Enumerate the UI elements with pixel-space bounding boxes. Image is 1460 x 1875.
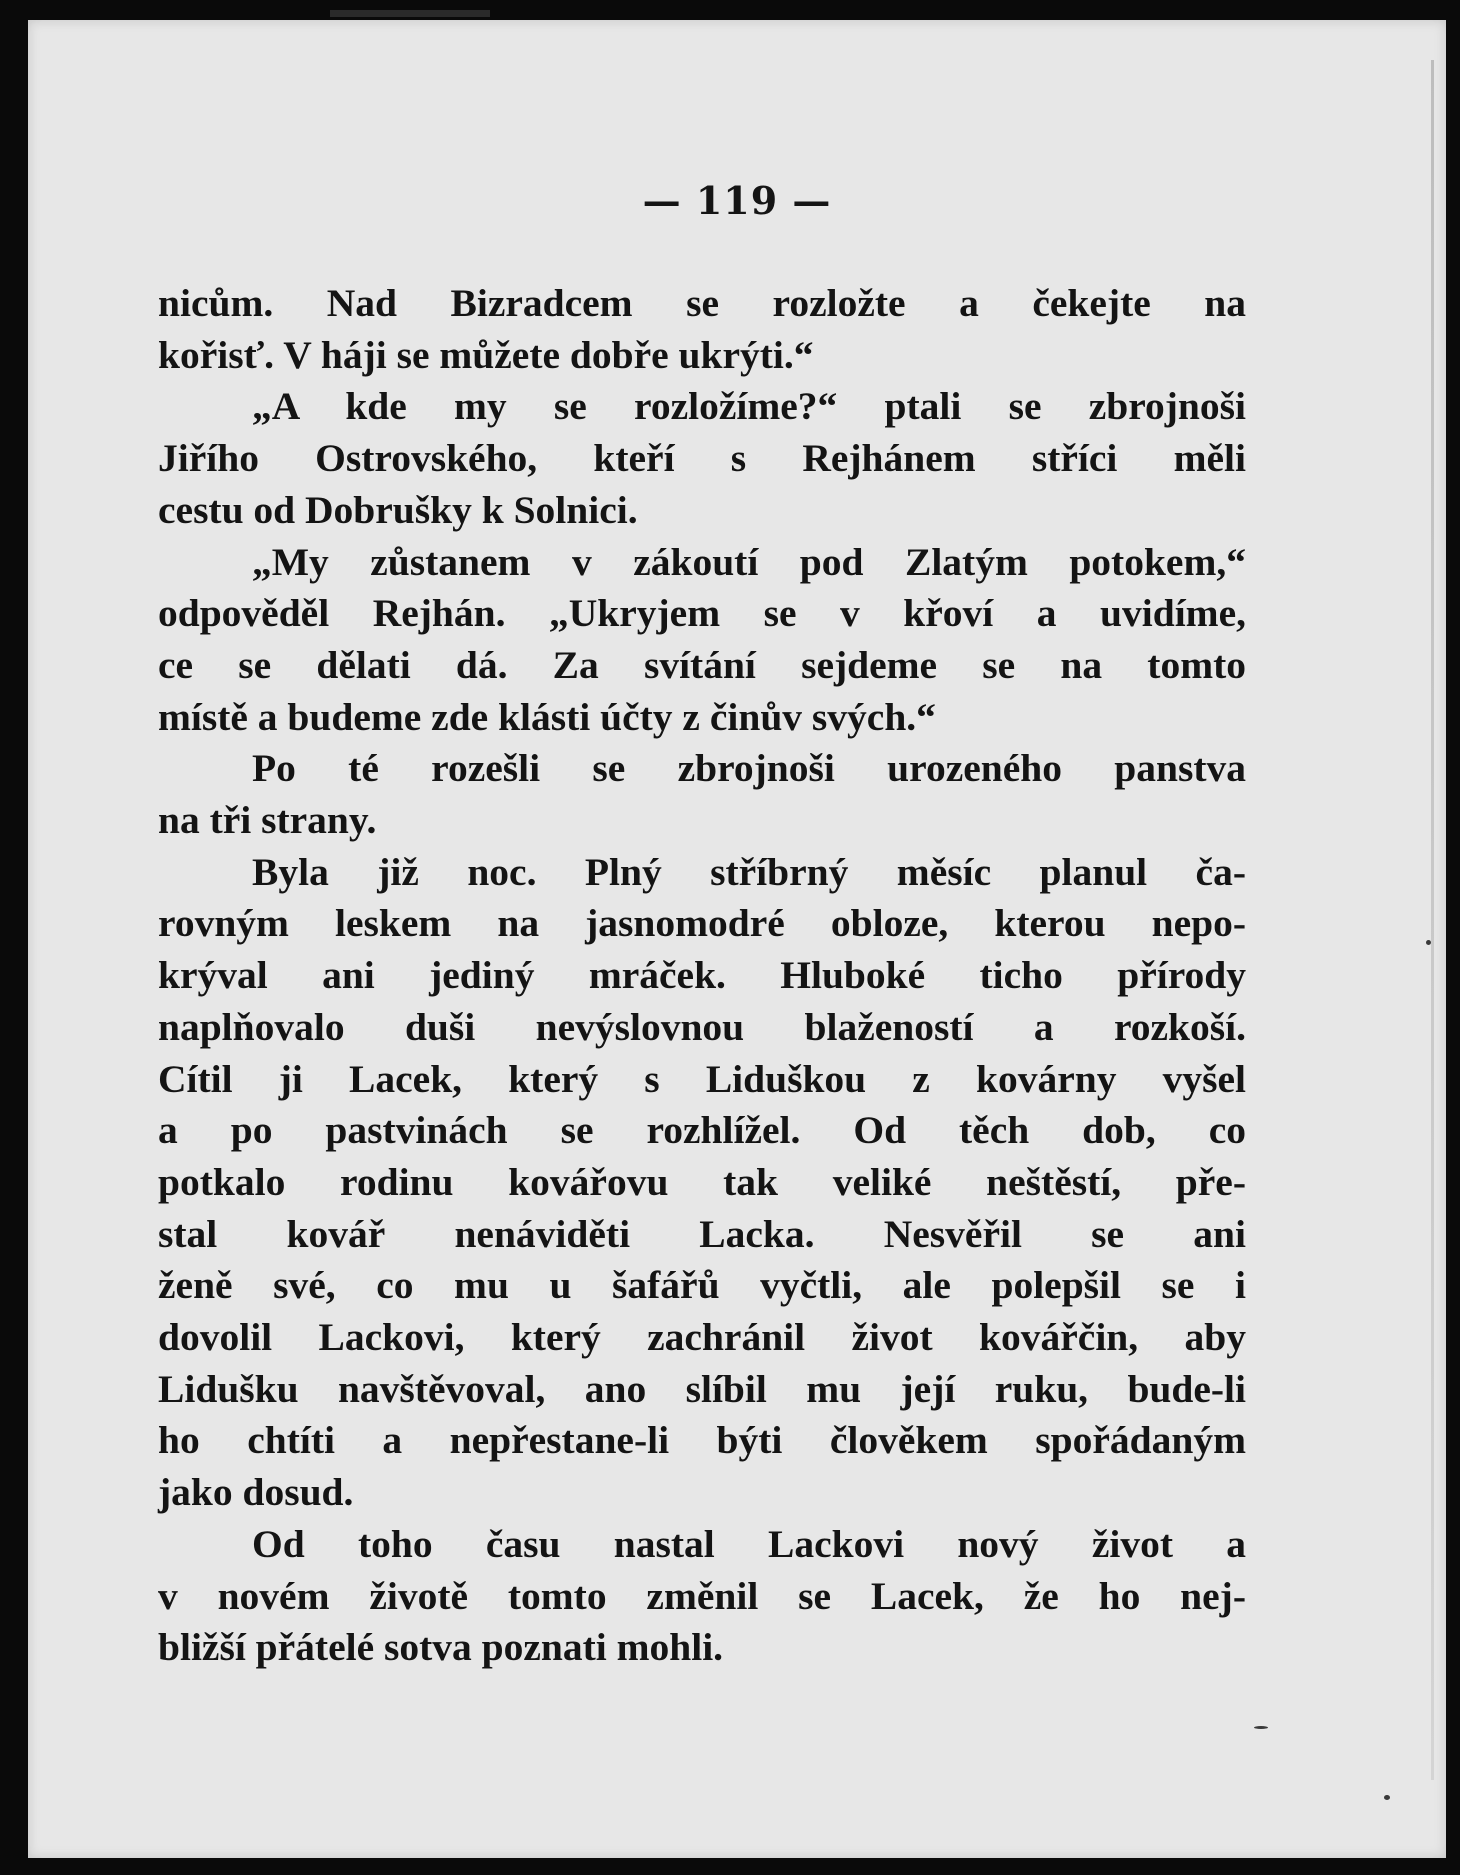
text-line: nicům. Nad Bizradcem se rozložte a čekejte na	[158, 281, 1246, 325]
scan-artifact-mark	[330, 10, 490, 17]
text-line: ho chtíti a nepřestane-li býti člověkem spořádaným	[158, 1418, 1246, 1463]
text-line: Po té rozešli se zbrojnoši urozeného panstva	[252, 746, 1246, 791]
scan-speck	[1254, 1726, 1268, 1729]
book-page	[28, 20, 1446, 1858]
text-line: „A kde my se rozložíme?“ ptali se zbrojnoši	[252, 384, 1246, 429]
text-line: a po pastvinách se rozhlížel. Od těch dob, co	[158, 1108, 1246, 1153]
text-line: krýval ani jediný mráček. Hluboké ticho přírody	[158, 953, 1246, 998]
text-line: jako dosud.	[158, 1470, 354, 1515]
text-line: rovným leskem na jasnomodré obloze, kterou nepo-	[158, 901, 1246, 946]
text-line: Byla již noc. Plný stříbrný měsíc planul ča-	[252, 849, 1246, 894]
text-line: potkalo rodinu kovářovu tak veliké neštěstí, pře-	[158, 1159, 1246, 1204]
text-line: odpověděl Rejhán. „Ukryjem se v křoví a uvidíme,	[158, 591, 1246, 636]
text-line: ce se dělati dá. Za svítání sejdeme se na tomto	[158, 642, 1246, 687]
scan-speck	[1384, 1795, 1390, 1800]
text-line: naplňovalo duši nevýslovnou blažeností a rozkoší.	[158, 1004, 1246, 1049]
text-line: Lidušku navštěvoval, ano slíbil mu její ruku, bude-li	[158, 1366, 1246, 1411]
text-line: kořisť. V háji se můžete dobře ukrýti.“	[158, 332, 814, 377]
body-text	[158, 278, 1246, 1674]
text-line: bližší přátelé sotva poznati mohli.	[158, 1625, 724, 1670]
text-line: v novém životě tomto změnil se Lacek, že ho nej-	[158, 1573, 1246, 1618]
text-line: dovolil Lackovi, který zachránil život kovářčin, aby	[158, 1315, 1246, 1360]
text-line: stal kovář nenáviděti Lacka. Nesvěřil se ani	[158, 1211, 1246, 1256]
scan-speck	[1426, 940, 1431, 945]
page-edge-shadow	[1431, 60, 1434, 1780]
text-line: Jiřího Ostrovského, kteří s Rejhánem stříci měli	[158, 436, 1246, 481]
text-line: Od toho času nastal Lackovi nový život a	[252, 1521, 1246, 1566]
text-line: na tři strany.	[158, 798, 377, 843]
text-line: „My zůstanem v zákoutí pod Zlatým potokem,“	[252, 539, 1246, 584]
text-line: ženě své, co mu u šafářů vyčtli, ale polepšil se i	[158, 1263, 1246, 1308]
text-line: cestu od Dobrušky k Solnici.	[158, 487, 638, 532]
page-number: — 119 —	[642, 178, 832, 223]
text-line: Cítil ji Lacek, který s Liduškou z kovárny vyšel	[158, 1056, 1246, 1101]
text-line: místě a budeme zde klásti účty z činův svých.“	[158, 694, 936, 739]
